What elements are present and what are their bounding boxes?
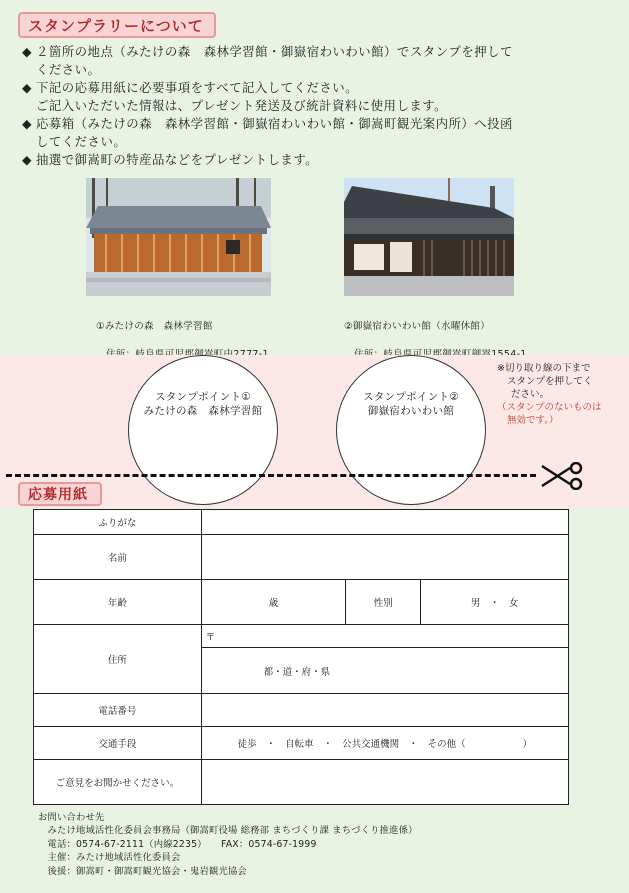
transport-label: 交通手段 bbox=[34, 727, 202, 760]
stamp-point-2-title: スタンプポイント② bbox=[362, 391, 460, 403]
about-heading: スタンプラリーについて bbox=[18, 12, 216, 38]
stamp-point-2-place: 御嶽宿わいわい館 bbox=[367, 405, 455, 417]
stamp-note-warning: 無効です。） bbox=[507, 415, 559, 426]
form-heading: 応募用紙 bbox=[18, 482, 102, 506]
cut-line bbox=[6, 474, 536, 477]
stamp-note-line: ださい。 bbox=[511, 389, 550, 400]
form-row-name bbox=[34, 535, 569, 580]
stamp-note-line: スタンプを押してく bbox=[507, 376, 593, 387]
about-bullet-list bbox=[22, 43, 618, 169]
age-unit: 歳 bbox=[268, 598, 279, 609]
stamp-note bbox=[497, 362, 622, 427]
bullet-text: 応募箱（みたけの森 森林学習館・御嶽宿わいわい館・御嵩町観光案内所）へ投函 してください。 bbox=[36, 116, 513, 149]
bullet-text: 下記の応募用紙に必要事項をすべて記入してください。 ご記入いただいた情報は、プレゼント発送及び統計資料に使用します。 bbox=[36, 80, 448, 113]
postal-mark: 〒 bbox=[205, 632, 216, 643]
form-row-address-postal bbox=[34, 625, 569, 648]
contact-footer: お問い合わせ先 みたけ地域活性化委員会事務局（御嵩町役場 総務部 まちづくり課 まちづくり推進係） 電話：0574-67-2111（内線2235） FAX：0574-67-1999 主催：みたけ地域活性化委員会 後援：御嵩町・御嵩町観光協会・鬼岩観光協会 bbox=[38, 812, 418, 877]
address-input[interactable] bbox=[201, 648, 568, 694]
bullet-item bbox=[22, 43, 618, 79]
diamond-icon: ◆ bbox=[22, 80, 33, 95]
bullet-text: ２箇所の地点（みたけの森 森林学習館・御嶽宿わいわい館）でスタンプを押して ください。 bbox=[36, 44, 513, 77]
opinion-input[interactable] bbox=[201, 760, 568, 805]
age-label: 年齢 bbox=[34, 580, 202, 625]
stamp-point-1-circle bbox=[128, 355, 278, 505]
waiwai-kan-photo bbox=[344, 178, 514, 296]
stamp-note-line: ※切り取り線の下まで bbox=[497, 363, 591, 374]
opinion-label: ご意見をお聞かせください。 bbox=[34, 760, 202, 805]
form-row-phone bbox=[34, 694, 569, 727]
diamond-icon: ◆ bbox=[22, 44, 33, 59]
scissors-icon bbox=[540, 462, 584, 490]
location-2-name: ②御嶽宿わいわい館（水曜休館） bbox=[344, 321, 491, 332]
age-input[interactable] bbox=[201, 580, 346, 625]
name-input[interactable] bbox=[201, 535, 568, 580]
stamp-note-warning: （スタンプのないものは bbox=[497, 402, 602, 413]
bullet-item bbox=[22, 79, 618, 115]
furigana-label: ふりがな bbox=[34, 510, 202, 535]
diamond-icon: ◆ bbox=[22, 116, 33, 131]
stamp-point-2-circle bbox=[336, 355, 486, 505]
bullet-item bbox=[22, 151, 618, 169]
transport-options[interactable]: 徒歩 ・ 自転車 ・ 公共交通機関 ・ その他（ ） bbox=[201, 727, 568, 760]
forest-hall-illustration bbox=[86, 178, 271, 296]
application-form bbox=[33, 509, 569, 805]
form-row-furigana bbox=[34, 510, 569, 535]
phone-label: 電話番号 bbox=[34, 694, 202, 727]
bullet-item bbox=[22, 115, 618, 151]
bullet-text: 抽選で御嵩町の特産品などをプレゼントします。 bbox=[36, 152, 319, 167]
prefecture-text: 都・道・府・県 bbox=[263, 666, 331, 678]
furigana-input[interactable] bbox=[201, 510, 568, 535]
address-label: 住所 bbox=[34, 625, 202, 694]
location-1-name: ①みたけの森 森林学習館 bbox=[96, 321, 213, 332]
form-row-transport bbox=[34, 727, 569, 760]
form-row-age bbox=[34, 580, 569, 625]
name-label: 名前 bbox=[34, 535, 202, 580]
gender-label: 性別 bbox=[346, 580, 421, 625]
form-row-opinion bbox=[34, 760, 569, 805]
postal-code-input[interactable] bbox=[201, 625, 568, 648]
diamond-icon: ◆ bbox=[22, 152, 33, 167]
phone-input[interactable] bbox=[201, 694, 568, 727]
stamp-point-1-title: スタンプポイント① bbox=[154, 391, 252, 403]
forest-hall-photo bbox=[86, 178, 271, 296]
stamp-point-1-place: みたけの森 森林学習館 bbox=[143, 405, 263, 417]
waiwai-kan-illustration bbox=[344, 178, 514, 296]
gender-options[interactable]: 男 ・ 女 bbox=[421, 580, 569, 625]
